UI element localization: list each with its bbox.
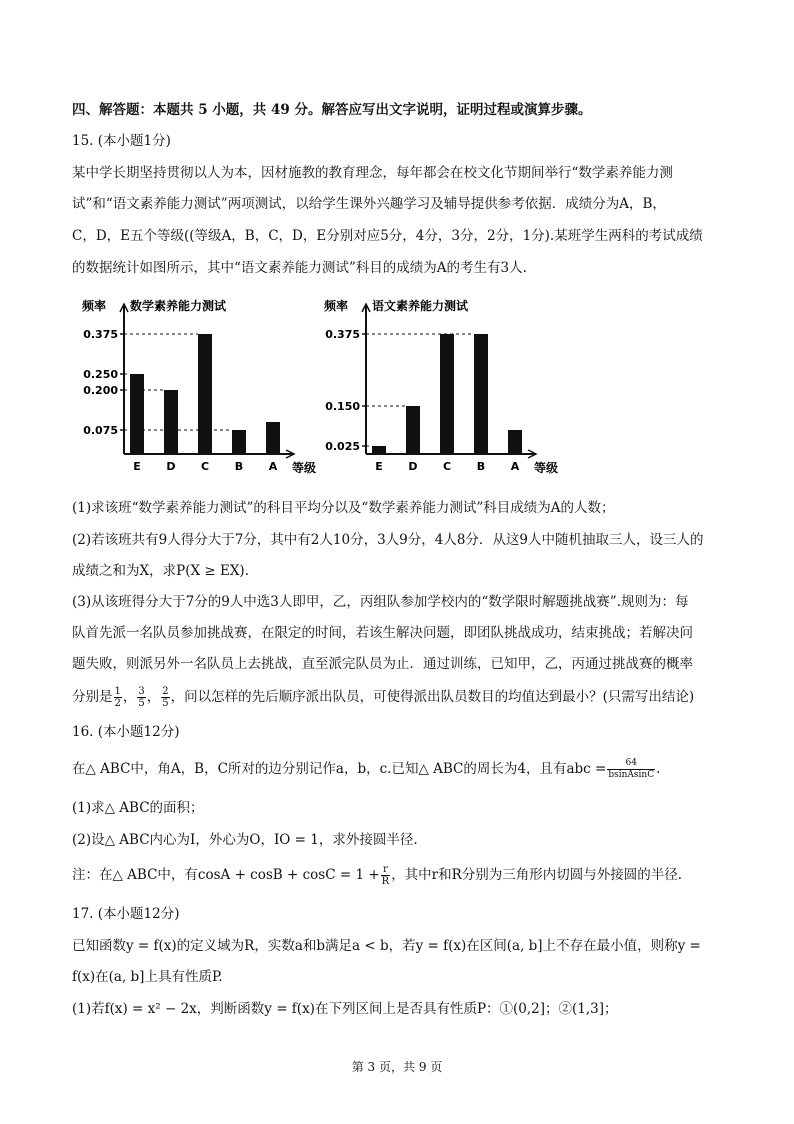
bar	[372, 446, 386, 454]
q15-part3-line: (3)从该班得分大于7分的9人中选3人即甲，乙，丙组队参加学校内的“数学限时解题挑战赛”.规则为：每	[72, 594, 689, 610]
bar	[164, 390, 178, 454]
chart-title: 数学素养能力测试	[130, 299, 227, 313]
bar	[440, 334, 454, 454]
chart-title: 语文素养能力测试	[372, 299, 469, 313]
q15-intro-line: 试”和“语文素养能力测试”两项测试，以给学生课外兴趣学习及辅导提供参考依据．成绩分为A，B，	[72, 196, 666, 212]
y-axis-label: 频率	[82, 299, 107, 313]
x-tick-label: D	[408, 460, 418, 473]
x-tick-label: C	[442, 460, 452, 473]
x-tick-label: A	[510, 460, 520, 473]
q16-part2: (2)设△ ABC内心为I，外心为O，IO = 1，求外接圆半径.	[72, 832, 418, 848]
chinese-chart	[322, 292, 562, 486]
q15-part3-prefix: 分别是	[72, 689, 113, 705]
bar	[474, 334, 488, 454]
q15-part3-suffix: ，问以怎样的先后顺序派出队员，可使得派出队员数目的均值达到最小？(只需写出结论)	[170, 689, 695, 705]
q15-header: 15. (本小题1分)	[72, 133, 171, 149]
q15-part1: (1)求该班“数学素养能力测试”的科目平均分以及“数学素养能力测试”科目成绩为A的人数；	[72, 500, 615, 516]
x-tick-label: E	[375, 460, 383, 473]
y-tick-label: 0.200	[83, 384, 118, 397]
q17-header: 17. (本小题12分)	[72, 906, 180, 922]
q15-part2-line: 成绩之和为X，求P(X ≥ EX).	[72, 563, 249, 579]
y-tick-label: 0.025	[325, 440, 360, 453]
fraction: $\frac{3}{5}$	[138, 686, 145, 709]
y-axis-label: 频率	[324, 299, 349, 313]
bar	[406, 406, 420, 454]
fraction: $\frac{2}{5}$	[162, 686, 169, 709]
q16-note-suffix: ，其中r和R分别为三角形内切圆与外接圆的半径.	[391, 867, 683, 883]
fraction: $\frac{r}{R}$	[381, 864, 390, 887]
section-heading: 四、解答题：本题共 5 小题，共 49 分。解答应写出文字说明，证明过程或演算步骤。	[72, 102, 592, 118]
x-tick-label: B	[476, 460, 486, 473]
q16-header: 16. (本小题12分)	[72, 724, 180, 740]
q15-intro-line: 某中学长期坚持贯彻以人为本，因材施教的教育理念，每年都会在校文化节期间举行“数学素养能力测	[72, 165, 673, 181]
fraction: $\frac{1}{2}$	[114, 686, 121, 709]
bar	[508, 430, 522, 454]
x-tick-label: B	[234, 460, 244, 473]
math-chart-svg	[80, 292, 317, 482]
y-tick-label: 0.075	[83, 424, 118, 437]
fraction: $\frac{64}{\text{bsinAsinC}}$	[608, 758, 655, 780]
bar	[266, 422, 280, 454]
q17-part1: (1)若f(x) = x² − 2x，判断函数y = f(x)在下列区间上是否具有性质P：①(0,2]；②(1,3]；	[72, 1001, 618, 1017]
bar	[198, 334, 212, 454]
page-footer: 第 3 页，共 9 页	[351, 1060, 443, 1074]
x-tick-label: C	[200, 460, 210, 473]
q16-line1-suffix: .	[656, 761, 661, 777]
x-tick-label: D	[166, 460, 176, 473]
x-tick-label: E	[133, 460, 141, 473]
x-tick-label: A	[268, 460, 278, 473]
q16-line1-text: 在△ ABC中，角A，B，C所对的边分别记作a，b，c.已知△ ABC的周长为4，且有abc =	[72, 761, 607, 777]
chinese-chart-svg	[322, 292, 562, 482]
x-axis-label: 等级	[534, 461, 559, 475]
q17-line: f(x)在(a, b]上具有性质P.	[72, 969, 223, 985]
q15-part2-line: (2)若该班共有9人得分大于7分，其中有2人10分，3人9分，4人8分．从这9人中随机抽取三人，设三人的	[72, 532, 704, 548]
q16-line1	[72, 758, 660, 781]
q15-part3-line: 队首先派一名队员参加挑战赛，在限定的时间，若该生解决问题，即团队挑战成功，结束挑战；若解决问	[72, 625, 693, 641]
q15-part3-line: 题失败，则派另外一名队员上去挑战，直至派完队员为止．通过训练，已知甲，乙，丙通过挑战赛的概率	[72, 656, 693, 672]
q15-intro-line: 的数据统计如图所示，其中“语文素养能力测试”科目的成绩为A的考生有3人.	[72, 260, 527, 276]
y-tick-label: 0.375	[83, 328, 118, 341]
q17-line: 已知函数y = f(x)的定义域为R，实数a和b满足a < b，若y = f(x)在区间(a, b]上不存在最小值，则称y =	[72, 938, 701, 954]
y-tick-label: 0.150	[325, 400, 360, 413]
y-tick-label: 0.250	[83, 368, 118, 381]
q16-note	[72, 864, 682, 887]
q15-part3-last-line: 分别是 $\frac{1}{2}$ ， $\frac{3}{5}$ ， $\frac{2}{5}$ ，问以怎样的先后顺序派出队员，可使得派出队员数目的均值达到最小？(只需写出结论)	[72, 686, 695, 709]
q16-part1: (1)求△ ABC的面积；	[72, 800, 204, 816]
y-tick-label: 0.375	[325, 328, 360, 341]
q16-note-text: 注：在△ ABC中，有cosA + cosB + cosC = 1 +	[72, 867, 380, 883]
bar	[232, 430, 246, 454]
q15-intro-line: C，D，E五个等级((等级A，B，C，D，E分别对应5分，4分，3分，2分，1分).某班学生两科的考试成绩	[72, 228, 703, 244]
x-axis-label: 等级	[292, 461, 317, 475]
bar	[130, 374, 144, 454]
math-chart	[80, 292, 317, 486]
